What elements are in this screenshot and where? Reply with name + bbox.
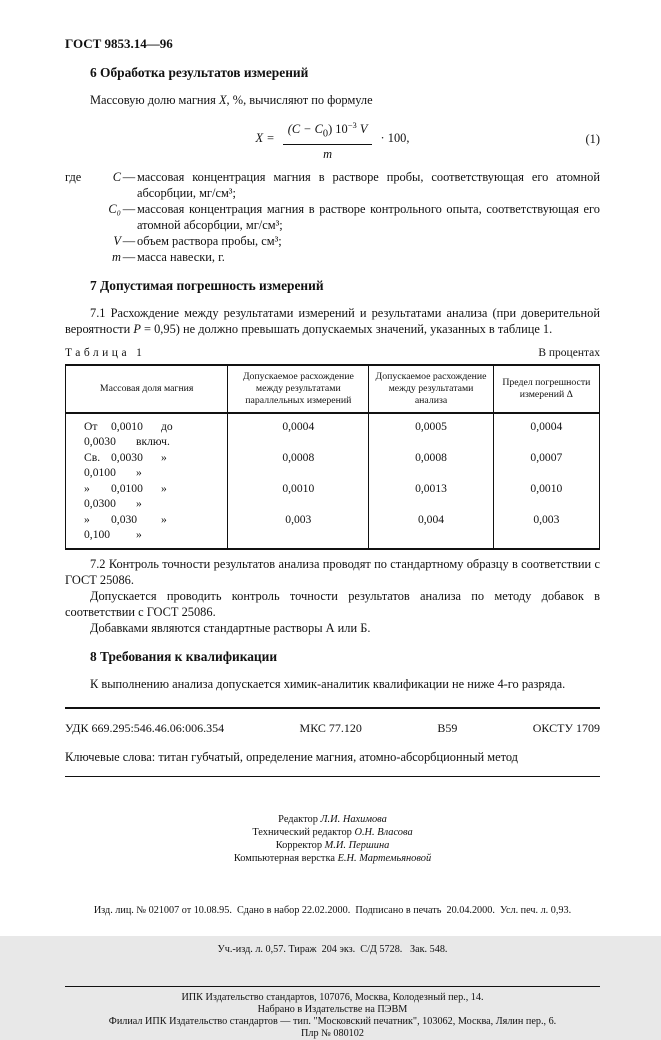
col-header-analysis: Допускаемое расхождение между результатами анализа	[369, 365, 493, 413]
credit-corrector: Корректор М.И. Першина	[275, 839, 390, 851]
credits-block	[65, 813, 600, 865]
definition-text: массовая концентрация магния в растворе контрольного опыта, соответствующая его атомной абсорбции, мг/см³;	[137, 201, 600, 232]
publisher-address: ИПК Издательство стандартов, 107076, Москва, Колодезный пер., 14.	[181, 991, 484, 1003]
publisher-branch: Филиал ИПК Издательство стандартов — тип. "Московский печатник", 103062, Москва, Лялин пер., 6.	[108, 1015, 557, 1027]
table-row	[66, 450, 600, 481]
formula-fraction	[283, 117, 373, 162]
credit-editor: Редактор Л.И. Нахимова	[278, 813, 387, 825]
doc-number: ГОСТ 9853.14—96	[65, 36, 173, 51]
publisher-typeset: Набрано в Издательстве на ПЭВМ	[257, 1003, 408, 1015]
definitions	[65, 169, 600, 265]
table-unit-label: В процентах	[538, 346, 600, 359]
definition-v	[65, 233, 600, 249]
table-row	[66, 481, 600, 512]
limit-value: 0,0004	[493, 413, 599, 450]
definition-lead-empty	[65, 201, 95, 233]
clause-7-1-var: P	[133, 321, 141, 336]
mks-code: МКС 77.120	[299, 720, 362, 735]
numerator-pre: (C − C	[287, 122, 323, 137]
table-caption-number: 1	[136, 346, 142, 359]
col-header-limit: Предел погрешности измерений Δ	[493, 365, 599, 413]
col-header-mass-fraction: Массовая доля магния	[66, 365, 228, 413]
dash: —	[122, 201, 136, 216]
analysis-value: 0,0005	[369, 413, 493, 450]
classification-row	[65, 720, 600, 736]
formula-lhs: X =	[255, 131, 278, 146]
clause-7-1-pre: 7.1 Расхождение между результатами измерений и результатами анализа (при доверительной вероятности	[65, 305, 600, 336]
section-7-title: 7 Допустимая погрешность измерений	[90, 277, 324, 293]
symbol-c0: C₀	[108, 201, 121, 216]
table-row	[66, 413, 600, 450]
definition-text: объем раствора пробы, см³;	[137, 233, 282, 248]
okstu-code: ОКСТУ 1709	[532, 720, 600, 735]
keywords-line: Ключевые слова: титан губчатый, определение магния, атомно-абсорбционный метод	[65, 749, 518, 764]
table-header-row	[66, 365, 600, 413]
divider-thin	[65, 776, 600, 777]
parallel-value: 0,0010	[228, 481, 369, 512]
analysis-value: 0,004	[369, 512, 493, 549]
definition-text: масса навески, г.	[137, 249, 225, 264]
col-header-parallel: Допускаемое расхождение между результатами параллельных измерений	[228, 365, 369, 413]
definition-lead-empty	[65, 233, 95, 249]
clause-7-1	[65, 305, 600, 337]
analysis-value: 0,0013	[369, 481, 493, 512]
range-cell: От 0,0010 до0,0030 включ.	[84, 419, 173, 449]
definition-lead-empty	[65, 249, 95, 265]
formula-rhs: · 100,	[377, 131, 410, 146]
imprint-block	[65, 878, 600, 982]
divider-thin-bottom	[65, 986, 600, 987]
formula-intro-post: , %, вычисляют по формуле	[226, 93, 373, 107]
credit-layout: Компьютерная верстка Е.Н. Мартемьяновой	[233, 852, 432, 864]
clause-7-2-note2: Добавками являются стандартные растворы А или Б.	[90, 620, 371, 635]
formula-intro-var: X	[218, 93, 227, 107]
formula	[65, 117, 600, 162]
clause-7-2: 7.2 Контроль точности результатов анализа проводят по стандартному образцу в соответствии с ГОСТ 25086.	[65, 556, 600, 587]
formula-denominator: m	[323, 146, 333, 161]
publisher-plr: Плр № 080102	[301, 1027, 364, 1039]
limit-value: 0,003	[493, 512, 599, 549]
definition-lead: где	[65, 169, 82, 184]
imprint-line-1: Изд. лиц. № 021007 от 10.08.95. Сдано в набор 22.02.2000. Подписано в печать 20.04.2000. Усл. печ. л. 0,93.	[93, 904, 572, 916]
udk-code: УДК 669.295:546.46.06:006.354	[65, 720, 225, 735]
table-row	[66, 512, 600, 549]
formula-numerator	[283, 117, 373, 145]
numerator-sub: 0	[322, 128, 329, 140]
limit-value: 0,0010	[493, 481, 599, 512]
section-8-title: 8 Требования к квалификации	[90, 648, 278, 664]
definition-c0	[65, 201, 600, 233]
clause-7-2-note1: Допускается проводить контроль точности результатов анализа по методу добавок в соответствии с ГОСТ 25086.	[65, 588, 600, 619]
numerator-post: V	[356, 122, 368, 137]
numerator-sup: −3	[347, 120, 357, 130]
table-caption-row	[65, 345, 600, 361]
parallel-value: 0,0008	[228, 450, 369, 481]
numerator-mid: ) 10	[328, 122, 348, 137]
imprint-line-2: Уч.-изд. л. 0,57. Тираж 204 экз. С/Д 5728. Зак. 548.	[217, 943, 448, 955]
symbol-v: V	[113, 233, 121, 248]
range-cell: » 0,0100 »0,0300 »	[84, 481, 167, 511]
dash: —	[122, 169, 136, 184]
definition-m	[65, 249, 600, 265]
clause-7-1-post: = 0,95) не должно превышать допускаемых значений, указанных в таблице 1.	[140, 321, 553, 336]
clause-8-1: К выполнению анализа допускается химик-аналитик квалификации не ниже 4-го разряда.	[90, 676, 566, 691]
symbol-c: C	[112, 169, 121, 184]
divider-thick	[65, 707, 600, 709]
table-caption	[65, 345, 142, 361]
table-caption-word: Таблица	[65, 346, 131, 359]
range-cell: Св. 0,0030 »0,0100 »	[84, 450, 167, 480]
parallel-value: 0,003	[228, 512, 369, 549]
definition-text: массовая концентрация магния в растворе пробы, соответствующая его атомной абсорбции, мг/см³;	[137, 169, 600, 200]
formula-intro-pre: Массовую долю магния	[90, 93, 219, 107]
equation-number: (1)	[585, 132, 600, 147]
section-6-title: 6 Обработка результатов измерений	[90, 65, 309, 80]
tolerance-table	[65, 364, 600, 550]
formula-intro	[65, 92, 600, 108]
analysis-value: 0,0008	[369, 450, 493, 481]
definition-c	[65, 169, 600, 201]
limit-value: 0,0007	[493, 450, 599, 481]
range-cell: » 0,030 »0,100 »	[84, 512, 167, 542]
group-code: В59	[437, 720, 458, 735]
dash: —	[122, 233, 136, 248]
credit-tech-editor: Технический редактор О.Н. Власова	[252, 826, 413, 838]
symbol-m: m	[112, 249, 121, 264]
dash: —	[122, 249, 136, 264]
publisher-block	[65, 992, 600, 1040]
parallel-value: 0,0004	[228, 413, 369, 450]
